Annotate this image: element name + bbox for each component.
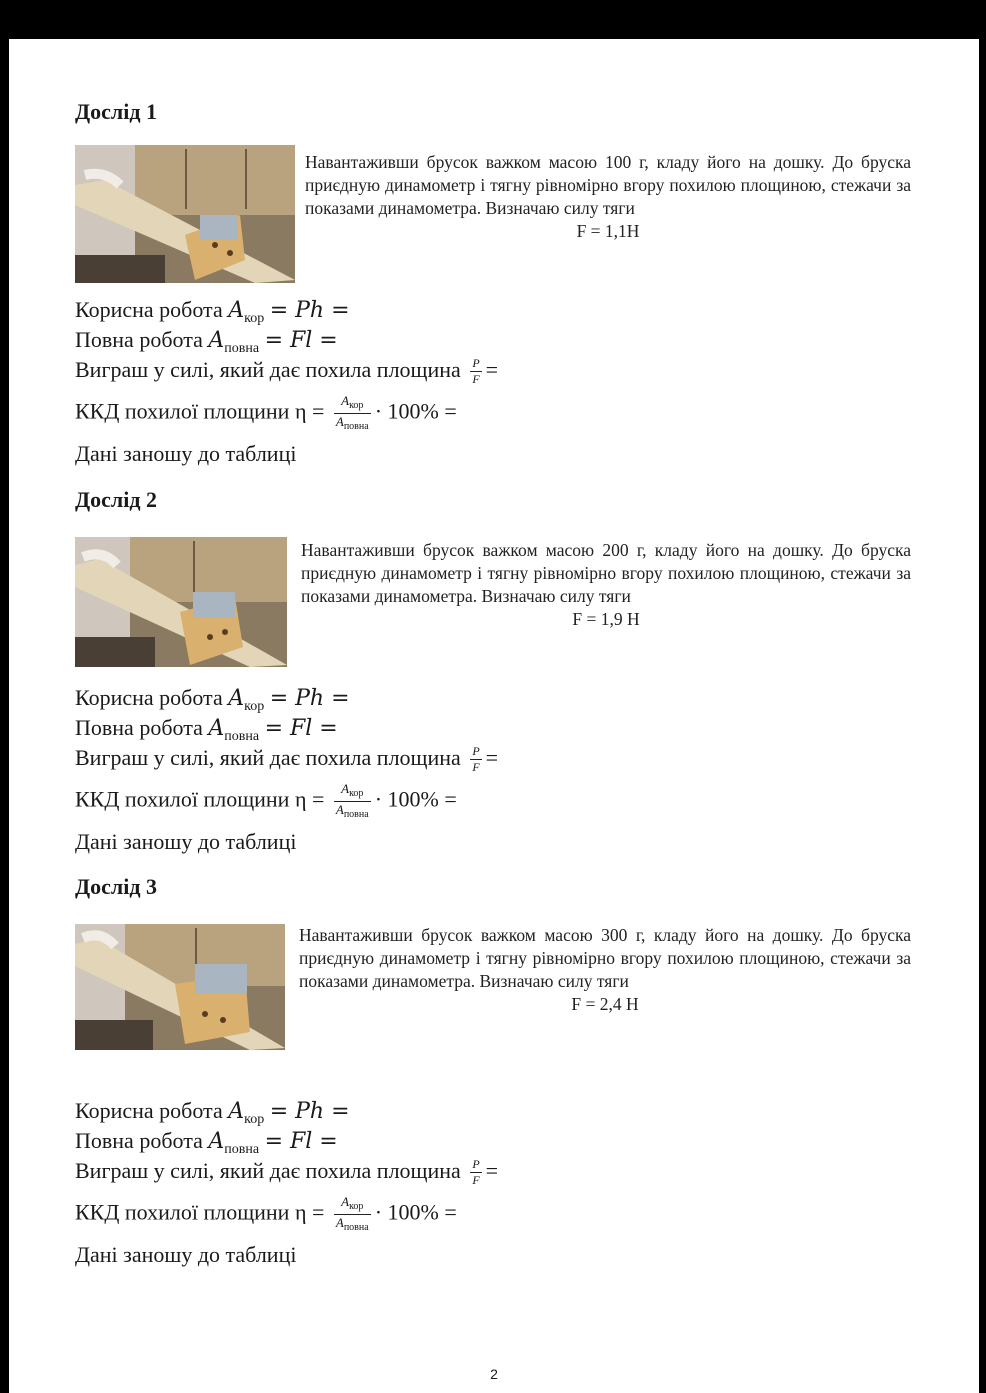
experiment-description: Навантаживши брусок важком масою 200 г, кладу його на дошку. До бруска приєдную динамометр і тягну рівномірно вгору похилою площиною, стежачи за показами динамометра. Визначаю силу тяги <box>301 540 911 606</box>
force-value: F = 1,9 Н <box>572 609 640 629</box>
page-number: 2 <box>490 1366 498 1382</box>
efficiency-label: ККД похилої площини η = <box>75 1199 325 1225</box>
total-work-formula: = Fl = <box>264 328 338 353</box>
force-gain-fraction: $\frac{P}{F}$ <box>472 744 480 775</box>
useful-work-label: Корисна робота <box>75 685 223 710</box>
efficiency-fraction: $\frac{A_{кор}}{A_{повна}}$ <box>335 1194 369 1233</box>
experiment-title: Дослід 2 <box>75 487 157 512</box>
experiment-description: Навантаживши брусок важком масою 300 г, кладу його на дошку. До бруска приєдную динамометр і тягну рівномірно вгору похилою площиною, стежачи за показами динамометра. Визначаю силу тяги <box>299 925 911 991</box>
force-gain-fraction: $\frac{P}{F}$ <box>472 356 480 387</box>
total-work-formula: = Fl = <box>264 716 338 741</box>
total-work-label: Повна робота <box>75 715 203 740</box>
efficiency-fraction: $\frac{A_{кор}}{A_{повна}}$ <box>335 393 369 432</box>
inclined-plane-photo <box>75 537 287 667</box>
efficiency-label: ККД похилої площини η = <box>75 398 325 424</box>
table-note: Дані заношу до таблиці <box>75 829 297 854</box>
useful-work-formula: = Ph = <box>269 1099 350 1124</box>
efficiency-label: ККД похилої площини η = <box>75 786 325 812</box>
force-gain-label: Виграш у силі, який дає похила площина <box>75 357 461 382</box>
total-work-label: Повна робота <box>75 1128 203 1153</box>
document-page <box>9 39 979 1393</box>
useful-work-formula: = Ph = <box>269 298 350 323</box>
experiment-description: Навантаживши брусок важком масою 100 г, кладу його на дошку. До бруска приєдную динамометр і тягну рівномірно вгору похилою площиною, стежачи за показами динамометра. Визначаю силу тяги <box>305 152 911 218</box>
experiment-title: Дослід 3 <box>75 874 157 899</box>
force-value: F = 2,4 Н <box>571 994 639 1014</box>
total-work-formula: = Fl = <box>264 1129 338 1154</box>
efficiency-tail: · 100% = <box>374 1199 457 1225</box>
force-value: F = 1,1Н <box>576 221 640 241</box>
efficiency-fraction: $\frac{A_{кор}}{A_{повна}}$ <box>335 781 369 820</box>
experiment-title: Дослід 1 <box>75 99 157 124</box>
calculations: Корисна робота $A_{кор} = Ph$ = Повна робота $A_{повна} = Fl$ = Виграш у силі, який дає похила площина $\frac{P}{F}$ = ККД похилої площини η = $\frac{A_{кор}}{A_{повна}}$ · 100% = Дані заношу до таблиці <box>75 297 499 466</box>
useful-work-formula: = Ph = <box>269 686 350 711</box>
efficiency-tail: · 100% = <box>374 398 457 424</box>
efficiency-tail: · 100% = <box>374 786 457 812</box>
force-gain-fraction: $\frac{P}{F}$ <box>472 1157 480 1188</box>
table-note: Дані заношу до таблиці <box>75 1242 297 1267</box>
force-gain-label: Виграш у силі, який дає похила площина <box>75 745 461 770</box>
calculations: Корисна робота $A_{кор} = Ph$ = Повна робота $A_{повна} = Fl$ = Виграш у силі, який дає похила площина $\frac{P}{F}$ = ККД похилої площини η = $\frac{A_{кор}}{A_{повна}}$ · 100% = Дані заношу до таблиці <box>75 1098 499 1267</box>
inclined-plane-photo <box>75 145 295 283</box>
table-note: Дані заношу до таблиці <box>75 441 297 466</box>
calculations: Корисна робота $A_{кор} = Ph$ = Повна робота $A_{повна} = Fl$ = Виграш у силі, який дає похила площина $\frac{P}{F}$ = ККД похилої площини η = $\frac{A_{кор}}{A_{повна}}$ · 100% = Дані заношу до таблиці <box>75 685 499 854</box>
inclined-plane-photo <box>75 924 285 1050</box>
useful-work-label: Корисна робота <box>75 1098 223 1123</box>
useful-work-label: Корисна робота <box>75 297 223 322</box>
total-work-label: Повна робота <box>75 327 203 352</box>
force-gain-label: Виграш у силі, який дає похила площина <box>75 1158 461 1183</box>
